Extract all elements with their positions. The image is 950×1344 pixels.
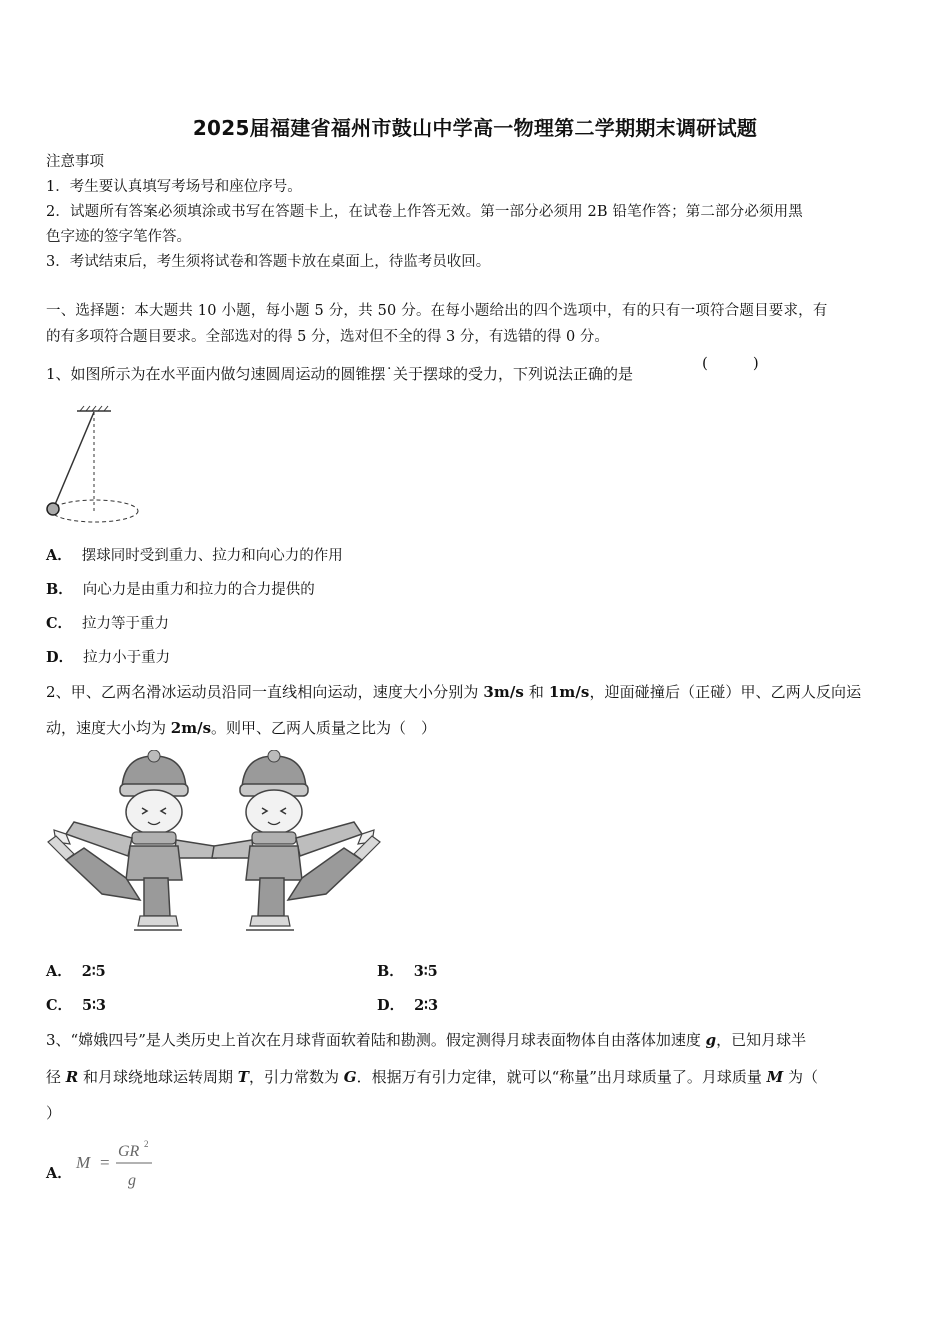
q2-option-a: A． 2∶5	[46, 963, 106, 980]
q2-stem-line1: 2、甲、乙两名滑冰运动员沿同一直线相向运动，速度大小分别为 3m/s 和 1m/s，迎面碰撞后（正碰）甲、乙两人反向运	[46, 683, 862, 701]
q3-stem-line2: 径 R 和月球绕地球运转周期 T，引力常数为 G．根据万有引力定律，就可以“称量”出月球质量了。月球质量 M 为（	[46, 1068, 819, 1086]
q1-option-b: B． 向心力是由重力和拉力的合力提供的	[46, 581, 315, 598]
q2-option-d: D． 2∶3	[377, 997, 439, 1014]
q3-stem-line1: 3、“嫦娥四号”是人类历史上首次在月球背面软着陆和勘测。假定测得月球表面物体自由落体加速度 g，已知月球半	[46, 1031, 807, 1049]
skaters-figure	[44, 750, 384, 932]
conical-pendulum-figure	[44, 405, 144, 529]
notice-item-1: 1．考生要认真填写考场号和座位序号。	[46, 179, 302, 195]
q2-stem-line2: 动，速度大小均为 2m/s。则甲、乙两人质量之比为（ ）	[46, 719, 437, 737]
q2-option-b: B． 3∶5	[377, 963, 438, 980]
q1-answer-paren: ( )	[702, 354, 759, 372]
formula-eq: =	[100, 1153, 110, 1172]
q2-option-c: C． 5∶3	[46, 997, 106, 1014]
q3-option-a-formula	[74, 1138, 158, 1192]
q3-option-a-label: A．	[46, 1165, 72, 1182]
formula-exponent: 2	[144, 1139, 149, 1149]
formula-denominator: g	[128, 1172, 136, 1189]
notice-heading: 注意事项	[46, 154, 104, 170]
q1-option-d: D． 拉力小于重力	[46, 649, 171, 666]
section1-line2: 的有多项符合题目要求。全部选对的得 5 分，选对但不全的得 3 分，有选错的得 0 分。	[46, 329, 609, 345]
q3-stem-line3: ）	[46, 1104, 62, 1122]
notice-item-2-cont: 色字迹的签字笔作答。	[46, 229, 191, 245]
formula-numerator: GR	[118, 1143, 140, 1160]
section1-line1: 一、选择题：本大题共 10 小题，每小题 5 分，共 50 分。在每小题给出的四个选项中，有的只有一项符合题目要求，有	[46, 303, 828, 319]
notice-item-2: 2．试题所有答案必须填涂或书写在答题卡上，在试卷上作答无效。第一部分必须用 2B 铅笔作答；第二部分必须用黑	[46, 204, 803, 220]
notice-item-3: 3．考试结束后，考生须将试卷和答题卡放在桌面上，待监考员收回。	[46, 254, 491, 270]
q1-option-c: C． 拉力等于重力	[46, 615, 170, 632]
formula-lhs: M	[76, 1153, 91, 1172]
q1-stem: 1、如图所示为在水平面内做匀速圆周运动的圆锥摆˙关于摆球的受力，下列说法正确的是	[46, 365, 634, 383]
exam-title: 2025届福建省福州市鼓山中学高一物理第二学期期末调研试题	[192, 116, 758, 140]
q1-option-a: A． 摆球同时受到重力、拉力和向心力的作用	[46, 547, 343, 564]
